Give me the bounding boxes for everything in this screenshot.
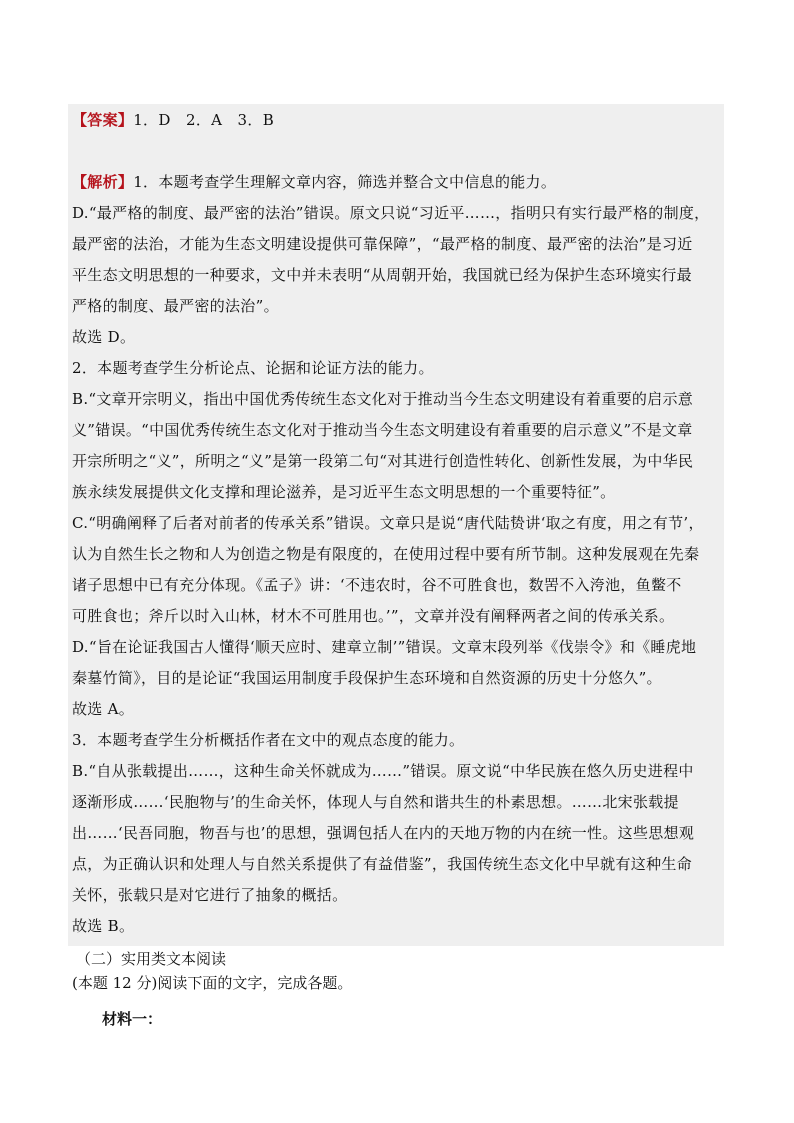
analysis-line: 义”错误。“中国优秀传统生态文化对于推动当今生态文明建设有着重要的启示意义”不是文章 — [72, 421, 693, 439]
analysis-line: 逐渐形成……‘民胞物与’的生命关怀，体现人与自然和谐共生的朴素思想。……北宋张载提 — [72, 793, 679, 811]
analysis-line: 开宗所明之“义”，所明之“义”是第一段第二句“对其进行创造性转化、创新性发展，为中华民 — [72, 452, 694, 470]
analysis-first-line — [72, 167, 556, 198]
analysis-line: 出……‘民吾同胞，物吾与也’的思想，强调包括人在内的天地万物的内在统一性。这些思想观 — [72, 824, 695, 842]
section-instruction: (本题 12 分)阅读下面的文字，完成各题。 — [72, 974, 353, 992]
analysis-line: 认为自然生长之物和人为创造之物是有限度的，在使用过程中要有所节制。这种发展观在先秦 — [72, 545, 700, 563]
analysis-line: 点，为正确认识和处理人与自然关系提供了有益借鉴”，我国传统生态文化中早就有这种生命 — [72, 855, 692, 873]
section-heading: （二）实用类文本阅读 — [76, 950, 227, 968]
analysis-tag: 【解析】 — [72, 173, 134, 191]
analysis-line: 故选 D。 — [72, 328, 136, 346]
analysis-line: 可胜食也；斧斤以时入山林，材木不可胜用也。’”，文章并没有阐释两者之间的传承关系。 — [72, 607, 675, 625]
analysis-line: 3．本题考查学生分析概括作者在文中的观点态度的能力。 — [72, 731, 465, 749]
analysis-line: 秦墓竹简》，目的是论证“我国运用制度手段保护生态环境和自然资源的历史十分悠久”。 — [72, 669, 662, 687]
analysis-line: 族永续发展提供文化支撑和理论滋养，是习近平生态文明思想的一个重要特征”。 — [72, 483, 616, 501]
analysis-line: D.“最严格的制度、最严密的法治”错误。原文只说“习近平……，指明只有实行最严格的制度， — [72, 204, 710, 222]
material-label: 材料一： — [102, 1010, 163, 1028]
analysis-line: 诸子思想中已有充分体现。《孟子》讲：‘不违农时，谷不可胜食也，数罟不入洿池，鱼鳖不 — [72, 576, 682, 594]
analysis-line: 最严密的法治，才能为生态文明建设提供可靠保障”，“最严格的制度、最严密的法治”是习近 — [72, 235, 693, 253]
analysis-first-text: 1．本题考查学生理解文章内容，筛选并整合文中信息的能力。 — [133, 173, 557, 191]
analysis-line: B.“自从张载提出……，这种生命关怀就成为……”错误。原文说“中华民族在悠久历史进程中 — [72, 762, 694, 780]
analysis-line: C.“明确阐释了后者对前者的传承关系”错误。文章只是说“唐代陆贽讲‘取之有度，用之有节’， — [72, 514, 704, 532]
analysis-line: 严格的制度、最严密的法治”。 — [72, 297, 279, 315]
analysis-line: 故选 A。 — [72, 700, 135, 718]
analysis-line: D.“旨在论证我国古人懂得‘顺天应时、建章立制’”错误。文章末段列举《伐崇令》和《睡虎地 — [72, 638, 697, 656]
answer-line — [72, 105, 274, 136]
analysis-line: B.“文章开宗明义，指出中国优秀传统生态文化对于推动当今生态文明建设有着重要的启示意 — [72, 390, 694, 408]
analysis-line: 平生态文明思想的一种要求，文中并未表明“从周朝开始，我国就已经为保护生态环境实行最 — [72, 266, 692, 284]
analysis-line: 2．本题考查学生分析论点、论据和论证方法的能力。 — [72, 359, 434, 377]
analysis-line: 故选 B。 — [72, 917, 135, 935]
answer-tag: 【答案】 — [72, 111, 134, 129]
analysis-line: 关怀，张载只是对它进行了抽象的概括。 — [72, 886, 348, 904]
answer-text: 1．D 2．A 3．B — [133, 111, 275, 129]
